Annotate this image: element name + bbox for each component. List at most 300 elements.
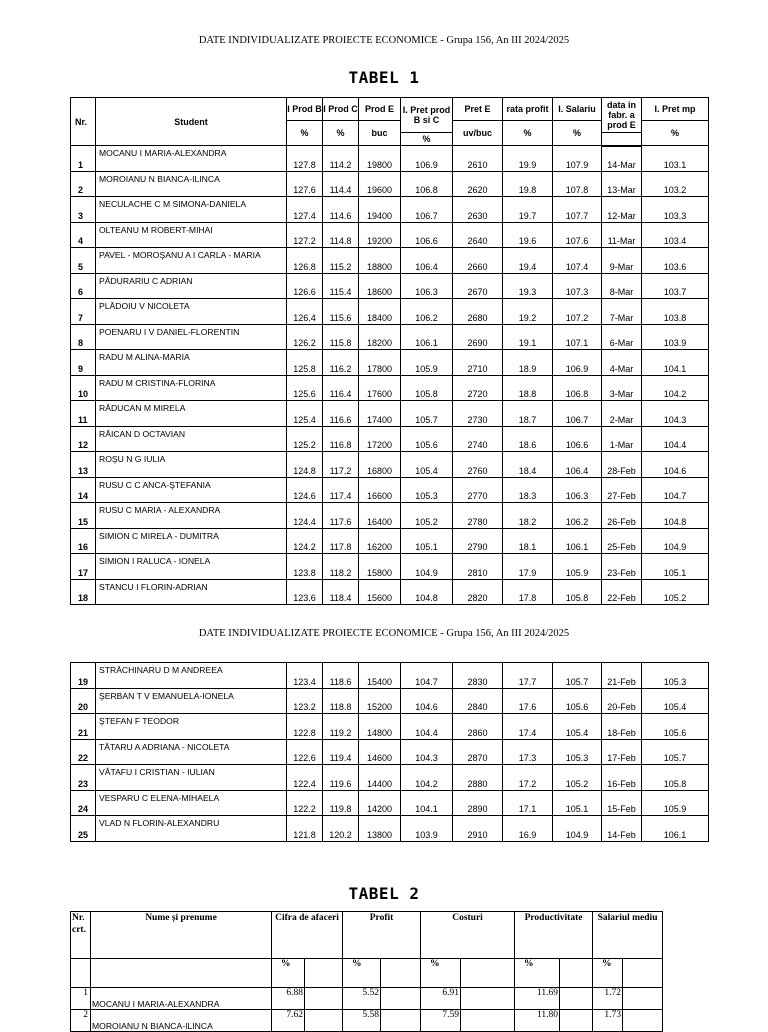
- cell-pret-e: 2690: [453, 324, 503, 350]
- cell-prod-e: 15400: [359, 663, 401, 689]
- cell-rata: 19.7: [503, 197, 553, 223]
- cell-iprod-b: 126.2: [287, 324, 323, 350]
- cell-data: 28-Feb: [602, 452, 642, 478]
- table-row: [71, 790, 709, 816]
- student-name: ŞERBAN T V EMANUELA-IONELA: [96, 688, 287, 714]
- cell-iprod-b: 124.2: [287, 528, 323, 554]
- cell-pret-e: 2770: [453, 477, 503, 503]
- cell-ipret: 105.8: [401, 375, 453, 401]
- t2-col-header-productivitate: Productivitate: [515, 912, 593, 959]
- table-row: [71, 324, 709, 350]
- row-number: 17: [71, 554, 96, 580]
- cell-rata: 18.9: [503, 350, 553, 376]
- cell-data: 4-Mar: [602, 350, 642, 376]
- cell-iprod-b: 125.2: [287, 426, 323, 452]
- cell-isal: 104.9: [553, 816, 602, 842]
- t2-unit-blank-nume: [91, 959, 272, 988]
- cell-ipretmp: 105.1: [642, 554, 709, 580]
- cell-ipret: 104.7: [401, 663, 453, 689]
- cell-profit: 5.52: [343, 988, 381, 1010]
- cell-ipretmp: 104.3: [642, 401, 709, 427]
- cell-rata: 18.2: [503, 503, 553, 529]
- cell-iprod-b: 125.8: [287, 350, 323, 376]
- col-header-nr: Nr.: [71, 98, 96, 146]
- cell-ipret: 104.9: [401, 554, 453, 580]
- cell-iprod-b: 126.8: [287, 248, 323, 274]
- cell-ipretmp: 105.8: [642, 765, 709, 791]
- cell-ipretmp: 105.2: [642, 579, 709, 605]
- t2-col-header-nr: Nr. crt.: [71, 912, 91, 959]
- cell-prod-e: 18800: [359, 248, 401, 274]
- t2-unit-salariu-blank: [623, 959, 663, 988]
- row-number: 19: [71, 663, 96, 689]
- table1-continued: [70, 662, 709, 842]
- cell-iprod-c: 117.2: [323, 452, 359, 478]
- cell-data: 6-Mar: [602, 324, 642, 350]
- row-number: 9: [71, 350, 96, 376]
- cell-prod-e: 19200: [359, 222, 401, 248]
- cell-data: 15-Feb: [602, 790, 642, 816]
- row-number: 21: [71, 714, 96, 740]
- cell-isal: 106.8: [553, 375, 602, 401]
- unit-data-blank: [602, 133, 642, 146]
- cell-pret-e: 2790: [453, 528, 503, 554]
- cell-ipretmp: 104.7: [642, 477, 709, 503]
- table-row: [71, 714, 709, 740]
- cell-iprod-c: 119.6: [323, 765, 359, 791]
- t2-unit-productivitate-blank: [560, 959, 593, 988]
- cell-cifra: 6.88: [272, 988, 305, 1010]
- table-row: [71, 739, 709, 765]
- t2-unit-productivitate: %: [515, 959, 560, 988]
- cell-prod-e: 19800: [359, 146, 401, 172]
- cell-cifra: 7.62: [272, 1010, 305, 1032]
- cell-isal: 107.4: [553, 248, 602, 274]
- cell-isal: 106.1: [553, 528, 602, 554]
- row-number: 3: [71, 197, 96, 223]
- cell-prod-e: 16400: [359, 503, 401, 529]
- cell-pret-e: 2710: [453, 350, 503, 376]
- cell-rata: 17.7: [503, 663, 553, 689]
- table1: [70, 97, 709, 605]
- cell-rata: 18.7: [503, 401, 553, 427]
- cell-ipretmp: 104.2: [642, 375, 709, 401]
- cell-ipret: 105.3: [401, 477, 453, 503]
- cell-iprod-b: 127.6: [287, 171, 323, 197]
- cell-iprod-b: 121.8: [287, 816, 323, 842]
- cell-costuri-blank: [461, 988, 515, 1010]
- cell-ipretmp: 103.1: [642, 146, 709, 172]
- cell-pret-e: 2730: [453, 401, 503, 427]
- cell-prod-e: 17800: [359, 350, 401, 376]
- cell-data: 22-Feb: [602, 579, 642, 605]
- cell-rata: 19.9: [503, 146, 553, 172]
- cell-ipret: 105.4: [401, 452, 453, 478]
- cell-isal: 107.3: [553, 273, 602, 299]
- document-header: DATE INDIVIDUALIZATE PROIECTE ECONOMICE - Grupa 156, An III 2024/2025: [198, 35, 570, 46]
- student-name: MOROIANU N BIANCA-ILINCA: [91, 1010, 272, 1032]
- cell-ipret: 106.4: [401, 248, 453, 274]
- row-number: 11: [71, 401, 96, 427]
- cell-iprod-c: 117.8: [323, 528, 359, 554]
- row-number: 6: [71, 273, 96, 299]
- t2-unit-profit: %: [343, 959, 381, 988]
- student-name: MOCANU I MARIA-ALEXANDRA: [91, 988, 272, 1010]
- cell-pret-e: 2660: [453, 248, 503, 274]
- cell-ipret: 104.1: [401, 790, 453, 816]
- cell-ipretmp: 105.4: [642, 688, 709, 714]
- cell-ipretmp: 105.7: [642, 739, 709, 765]
- cell-iprod-c: 114.4: [323, 171, 359, 197]
- document-header-page2: DATE INDIVIDUALIZATE PROIECTE ECONOMICE - Grupa 156, An III 2024/2025: [198, 628, 570, 639]
- t2-unit-profit-blank: [381, 959, 421, 988]
- cell-prod-e: 19400: [359, 197, 401, 223]
- student-name: MOCANU I MARIA-ALEXANDRA: [96, 146, 287, 172]
- cell-ipretmp: 103.6: [642, 248, 709, 274]
- cell-data: 16-Feb: [602, 765, 642, 791]
- cell-isal: 106.2: [553, 503, 602, 529]
- cell-isal: 105.1: [553, 790, 602, 816]
- cell-ipret: 104.6: [401, 688, 453, 714]
- cell-isal: 105.4: [553, 714, 602, 740]
- row-number: 15: [71, 503, 96, 529]
- unit-ipret: %: [401, 133, 453, 146]
- cell-iprod-b: 122.2: [287, 790, 323, 816]
- cell-ipretmp: 105.3: [642, 663, 709, 689]
- cell-isal: 105.2: [553, 765, 602, 791]
- cell-isal: 107.2: [553, 299, 602, 325]
- cell-ipret: 106.9: [401, 146, 453, 172]
- cell-ipretmp: 103.7: [642, 273, 709, 299]
- cell-iprod-b: 122.4: [287, 765, 323, 791]
- cell-data: 11-Mar: [602, 222, 642, 248]
- cell-ipret: 105.1: [401, 528, 453, 554]
- student-name: SIMION I RALUCA - IONELA: [96, 554, 287, 580]
- cell-ipret: 104.8: [401, 579, 453, 605]
- cell-isal: 105.8: [553, 579, 602, 605]
- cell-profit-blank: [381, 1010, 421, 1032]
- cell-data: 14-Mar: [602, 146, 642, 172]
- t2-unit-costuri: %: [421, 959, 461, 988]
- unit-rata: %: [503, 121, 553, 146]
- cell-isal: 106.6: [553, 426, 602, 452]
- table-row: [71, 401, 709, 427]
- cell-prod-e: 16600: [359, 477, 401, 503]
- cell-productivitate: 11.80: [515, 1010, 560, 1032]
- cell-iprod-b: 127.2: [287, 222, 323, 248]
- cell-iprod-c: 119.4: [323, 739, 359, 765]
- cell-profit: 5.58: [343, 1010, 381, 1032]
- student-name: PAVEL - MOROŞANU A I CARLA - MARIA: [96, 248, 287, 274]
- cell-iprod-b: 122.6: [287, 739, 323, 765]
- cell-cifra-blank: [305, 988, 343, 1010]
- cell-iprod-b: 125.4: [287, 401, 323, 427]
- cell-data: 1-Mar: [602, 426, 642, 452]
- table-row: [71, 688, 709, 714]
- cell-rata: 16.9: [503, 816, 553, 842]
- cell-productivitate: 11.69: [515, 988, 560, 1010]
- table-row: [71, 197, 709, 223]
- cell-iprod-c: 120.2: [323, 816, 359, 842]
- col-header-iprod-c: I Prod C: [323, 98, 359, 121]
- cell-salariu: 1.72: [593, 988, 623, 1010]
- student-name: RUSU C MARIA - ALEXANDRA: [96, 503, 287, 529]
- row-number: 18: [71, 579, 96, 605]
- cell-prod-e: 14800: [359, 714, 401, 740]
- row-number: 10: [71, 375, 96, 401]
- cell-ipret: 105.6: [401, 426, 453, 452]
- cell-iprod-b: 123.8: [287, 554, 323, 580]
- student-name: ŞTEFAN F TEODOR: [96, 714, 287, 740]
- cell-ipretmp: 103.3: [642, 197, 709, 223]
- row-number: 13: [71, 452, 96, 478]
- table-row: [71, 579, 709, 605]
- cell-prod-e: 14400: [359, 765, 401, 791]
- cell-iprod-c: 118.8: [323, 688, 359, 714]
- cell-isal: 107.6: [553, 222, 602, 248]
- cell-isal: 105.9: [553, 554, 602, 580]
- row-number: 23: [71, 765, 96, 791]
- table-row: [71, 503, 709, 529]
- cell-prod-e: 15200: [359, 688, 401, 714]
- student-name: OLTEANU M ROBERT-MIHAI: [96, 222, 287, 248]
- cell-data: 14-Feb: [602, 816, 642, 842]
- row-number: 14: [71, 477, 96, 503]
- row-number: 8: [71, 324, 96, 350]
- student-name: SIMION C MIRELA - DUMITRA: [96, 528, 287, 554]
- student-name: PLĂDOIU V NICOLETA: [96, 299, 287, 325]
- cell-rata: 17.4: [503, 714, 553, 740]
- table-row: [71, 273, 709, 299]
- student-name: VĂTAFU I CRISTIAN - IULIAN: [96, 765, 287, 791]
- cell-pret-e: 2640: [453, 222, 503, 248]
- cell-data: 12-Mar: [602, 197, 642, 223]
- cell-iprod-b: 123.4: [287, 663, 323, 689]
- cell-pret-e: 2620: [453, 171, 503, 197]
- cell-iprod-c: 116.2: [323, 350, 359, 376]
- cell-ipretmp: 103.8: [642, 299, 709, 325]
- cell-iprod-c: 116.4: [323, 375, 359, 401]
- cell-iprod-b: 127.8: [287, 146, 323, 172]
- cell-rata: 19.8: [503, 171, 553, 197]
- cell-ipretmp: 104.8: [642, 503, 709, 529]
- table-row: [71, 663, 709, 689]
- cell-pret-e: 2870: [453, 739, 503, 765]
- cell-iprod-c: 118.4: [323, 579, 359, 605]
- cell-prod-e: 18600: [359, 273, 401, 299]
- cell-iprod-b: 124.4: [287, 503, 323, 529]
- col-header-isal: I. Salariu: [553, 98, 602, 121]
- cell-data: 18-Feb: [602, 714, 642, 740]
- cell-salariu-blank: [623, 988, 663, 1010]
- row-number: 12: [71, 426, 96, 452]
- cell-isal: 107.1: [553, 324, 602, 350]
- cell-costuri: 7.59: [421, 1010, 461, 1032]
- table1-title: TABEL 1: [348, 68, 420, 87]
- cell-data: 17-Feb: [602, 739, 642, 765]
- student-name: PĂDURARIU C ADRIAN: [96, 273, 287, 299]
- cell-rata: 18.4: [503, 452, 553, 478]
- cell-prod-e: 16800: [359, 452, 401, 478]
- cell-data: 20-Feb: [602, 688, 642, 714]
- t2-col-header-costuri: Costuri: [421, 912, 515, 959]
- row-number: 2: [71, 1010, 91, 1032]
- cell-rata: 19.4: [503, 248, 553, 274]
- student-name: ROŞU N G IULIA: [96, 452, 287, 478]
- cell-costuri: 6.91: [421, 988, 461, 1010]
- table-row: [71, 554, 709, 580]
- cell-data: 9-Mar: [602, 248, 642, 274]
- cell-iprod-b: 127.4: [287, 197, 323, 223]
- cell-iprod-c: 115.4: [323, 273, 359, 299]
- cell-ipretmp: 103.9: [642, 324, 709, 350]
- table-row: [71, 477, 709, 503]
- unit-ipretmp: %: [642, 121, 709, 146]
- row-number: 16: [71, 528, 96, 554]
- cell-ipret: 106.3: [401, 273, 453, 299]
- student-name: POENARU I V DANIEL-FLORENTIN: [96, 324, 287, 350]
- cell-ipretmp: 103.4: [642, 222, 709, 248]
- cell-pret-e: 2760: [453, 452, 503, 478]
- col-header-pret-e: Pret E: [453, 98, 503, 121]
- cell-ipretmp: 106.1: [642, 816, 709, 842]
- cell-data: 13-Mar: [602, 171, 642, 197]
- row-number: 20: [71, 688, 96, 714]
- cell-isal: 106.4: [553, 452, 602, 478]
- cell-ipretmp: 104.9: [642, 528, 709, 554]
- cell-ipret: 104.2: [401, 765, 453, 791]
- cell-isal: 106.9: [553, 350, 602, 376]
- row-number: 1: [71, 988, 91, 1010]
- cell-iprod-c: 119.8: [323, 790, 359, 816]
- cell-pret-e: 2810: [453, 554, 503, 580]
- table-row: [71, 146, 709, 172]
- cell-data: 25-Feb: [602, 528, 642, 554]
- row-number: 24: [71, 790, 96, 816]
- student-name: RUSU C C ANCA-ŞTEFANIA: [96, 477, 287, 503]
- cell-iprod-c: 116.6: [323, 401, 359, 427]
- student-name: NECULACHE C M SIMONA-DANIELA: [96, 197, 287, 223]
- cell-salariu: 1.73: [593, 1010, 623, 1032]
- table-row: [71, 299, 709, 325]
- cell-iprod-c: 118.6: [323, 663, 359, 689]
- table-row: [71, 375, 709, 401]
- cell-isal: 105.7: [553, 663, 602, 689]
- cell-iprod-c: 119.2: [323, 714, 359, 740]
- cell-data: 2-Mar: [602, 401, 642, 427]
- student-name: RĂICAN D OCTAVIAN: [96, 426, 287, 452]
- cell-prod-e: 17400: [359, 401, 401, 427]
- t2-unit-salariu: %: [593, 959, 623, 988]
- student-name: STANCU I FLORIN-ADRIAN: [96, 579, 287, 605]
- cell-isal: 106.7: [553, 401, 602, 427]
- row-number: 4: [71, 222, 96, 248]
- cell-rata: 18.8: [503, 375, 553, 401]
- cell-ipret: 104.4: [401, 714, 453, 740]
- table-row: [71, 816, 709, 842]
- cell-data: 8-Mar: [602, 273, 642, 299]
- student-name: STRĂCHINARU D M ANDREEA: [96, 663, 287, 689]
- cell-iprod-c: 117.4: [323, 477, 359, 503]
- cell-pret-e: 2720: [453, 375, 503, 401]
- cell-iprod-c: 115.2: [323, 248, 359, 274]
- student-name: VESPARU C ELENA-MIHAELA: [96, 790, 287, 816]
- cell-isal: 105.6: [553, 688, 602, 714]
- row-number: 2: [71, 171, 96, 197]
- t2-col-header-salariu: Salariul mediu: [593, 912, 663, 959]
- cell-pret-e: 2780: [453, 503, 503, 529]
- cell-ipretmp: 104.6: [642, 452, 709, 478]
- table-row: [71, 765, 709, 791]
- row-number: 5: [71, 248, 96, 274]
- cell-prod-e: 19600: [359, 171, 401, 197]
- cell-iprod-c: 116.8: [323, 426, 359, 452]
- cell-ipret: 106.7: [401, 197, 453, 223]
- row-number: 25: [71, 816, 96, 842]
- row-number: 7: [71, 299, 96, 325]
- unit-isal: %: [553, 121, 602, 146]
- col-header-iprod-b: I Prod B: [287, 98, 323, 121]
- cell-pret-e: 2840: [453, 688, 503, 714]
- cell-pret-e: 2890: [453, 790, 503, 816]
- cell-iprod-b: 126.4: [287, 299, 323, 325]
- table-row: [71, 350, 709, 376]
- cell-ipret: 105.2: [401, 503, 453, 529]
- cell-pret-e: 2860: [453, 714, 503, 740]
- cell-ipret: 106.1: [401, 324, 453, 350]
- t2-col-header-cifra: Cifra de afaceri: [272, 912, 343, 959]
- cell-rata: 18.3: [503, 477, 553, 503]
- cell-productivitate-blank: [560, 1010, 593, 1032]
- cell-rata: 17.3: [503, 739, 553, 765]
- cell-prod-e: 18400: [359, 299, 401, 325]
- cell-ipretmp: 103.2: [642, 171, 709, 197]
- cell-rata: 19.1: [503, 324, 553, 350]
- unit-pret-e: uv/buc: [453, 121, 503, 146]
- table-row: [71, 248, 709, 274]
- unit-iprod-b: %: [287, 121, 323, 146]
- table-row: [71, 171, 709, 197]
- t2-unit-costuri-blank: [461, 959, 515, 988]
- cell-ipret: 106.8: [401, 171, 453, 197]
- table-row: [71, 222, 709, 248]
- table-row: [71, 528, 709, 554]
- cell-profit-blank: [381, 988, 421, 1010]
- table-row: [71, 988, 663, 1010]
- cell-rata: 17.9: [503, 554, 553, 580]
- row-number: 22: [71, 739, 96, 765]
- col-header-prod-e: Prod E: [359, 98, 401, 121]
- table-row: [71, 426, 709, 452]
- t2-unit-cifra: %: [272, 959, 305, 988]
- cell-salariu-blank: [623, 1010, 663, 1032]
- cell-iprod-b: 123.2: [287, 688, 323, 714]
- cell-pret-e: 2670: [453, 273, 503, 299]
- cell-ipretmp: 104.4: [642, 426, 709, 452]
- cell-prod-e: 15800: [359, 554, 401, 580]
- student-name: MOROIANU N BIANCA-ILINCA: [96, 171, 287, 197]
- cell-ipretmp: 105.9: [642, 790, 709, 816]
- col-header-ipret: I. Pret prod B si C: [401, 98, 453, 133]
- cell-iprod-b: 125.6: [287, 375, 323, 401]
- cell-isal: 107.8: [553, 171, 602, 197]
- t2-unit-blank-nr: [71, 959, 91, 988]
- cell-cifra-blank: [305, 1010, 343, 1032]
- unit-prod-e: buc: [359, 121, 401, 146]
- student-name: TĂTARU A ADRIANA - NICOLETA: [96, 739, 287, 765]
- table2: [70, 911, 663, 1032]
- cell-iprod-b: 122.8: [287, 714, 323, 740]
